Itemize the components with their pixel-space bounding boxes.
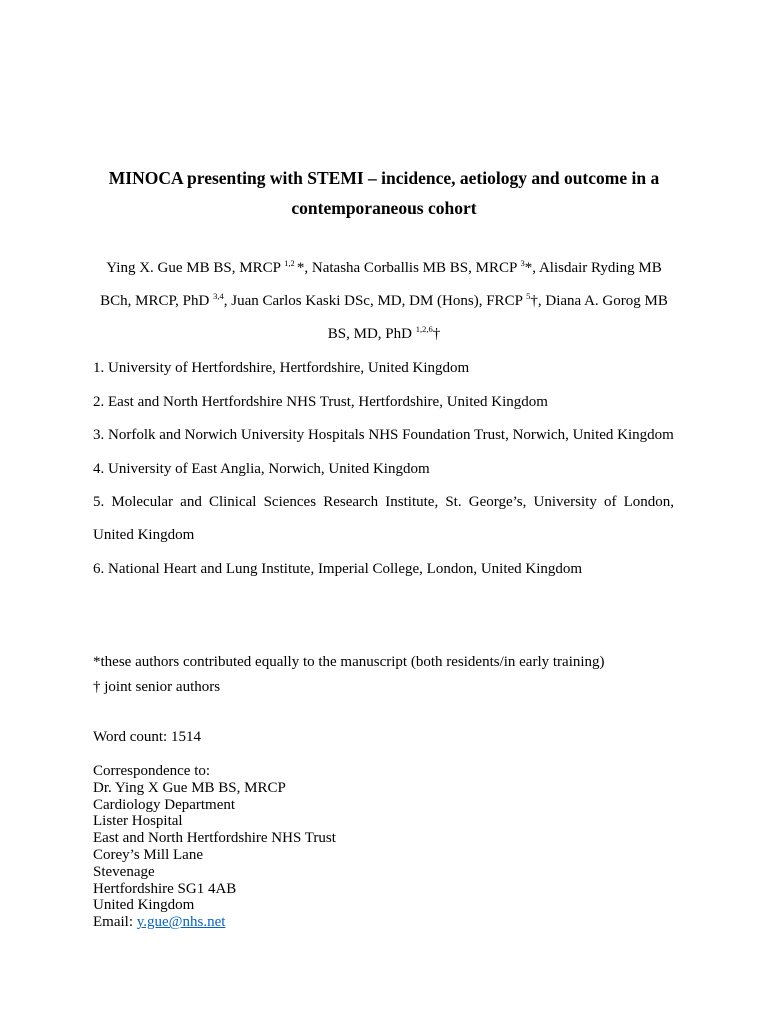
correspondence-email-row [93, 914, 336, 931]
equal-contribution-note: *these authors contributed equally to the manuscript (both residents/in early training) [93, 654, 605, 670]
affiliation-item: 6. National Heart and Lung Institute, Imperial College, London, United Kingdom [93, 560, 583, 577]
affiliation-item: 5. Molecular and Clinical Sciences Research Institute, St. George’s, University of London, United Kingdom [93, 494, 674, 543]
correspondence-line: Lister Hospital [93, 813, 183, 830]
correspondence-heading: Correspondence to: [93, 763, 211, 779]
author-separator: *, [296, 260, 312, 276]
author-name: Natasha Corballis MB BS, MRCP [311, 260, 521, 276]
correspondence-line: United Kingdom [93, 897, 195, 914]
author-affiliation-marker: 3,4 [213, 291, 224, 301]
author-name: Ying X. Gue MB BS, MRCP [106, 260, 285, 276]
author-name: Alisdair Ryding MB BCh, MRCP, PhD [100, 260, 662, 309]
affiliation-item: 1. University of Hertfordshire, Hertfordshire, United Kingdom [93, 360, 470, 376]
affiliation-item: 3. Norfolk and Norwich University Hospitals NHS Foundation Trust, Norwich, United Kingdom [93, 427, 674, 443]
correspondence-line: Cardiology Department [93, 796, 236, 813]
affiliation-item: 4. University of East Anglia, Norwich, United Kingdom [93, 460, 430, 477]
correspondence-line: Hertfordshire SG1 4AB [93, 880, 237, 897]
correspondence-block [93, 763, 336, 931]
author-affiliation-marker: 5 [526, 291, 531, 301]
affiliation-item: 2. East and North Hertfordshire NHS Trust, Hertfordshire, United Kingdom [93, 393, 548, 410]
joint-senior-note: † joint senior authors [93, 678, 221, 695]
author-name: Juan Carlos Kaski DSc, MD, DM (Hons), FRCP [231, 293, 527, 309]
author-list [90, 252, 678, 351]
affiliation-list [93, 352, 674, 586]
author-affiliation-marker: 1,2,6 [415, 324, 433, 334]
author-separator: †, [530, 293, 546, 309]
author-separator: † [432, 326, 441, 342]
correspondence-line: Dr. Ying X Gue MB BS, MRCP [93, 779, 286, 796]
word-count: Word count: 1514 [93, 729, 201, 745]
email-label: Email: [93, 914, 137, 931]
paper-title: MINOCA presenting with STEMI – incidence, aetiology and outcome in a contemporaneous cohort [108, 168, 660, 218]
author-separator: , [223, 293, 232, 309]
correspondence-line: East and North Hertfordshire NHS Trust [93, 830, 336, 847]
correspondence-line: Stevenage [93, 863, 155, 880]
email-link[interactable]: y.gue@nhs.net [136, 914, 226, 931]
author-affiliation-marker: 3 [520, 258, 525, 268]
author-affiliation-marker: 1,2 [284, 258, 297, 268]
author-name: Diana A. Gorog MB BS, MD, PhD [327, 293, 668, 342]
author-separator: *, [524, 260, 539, 276]
author-notes [93, 650, 693, 699]
correspondence-line: Corey’s Mill Lane [93, 846, 203, 863]
